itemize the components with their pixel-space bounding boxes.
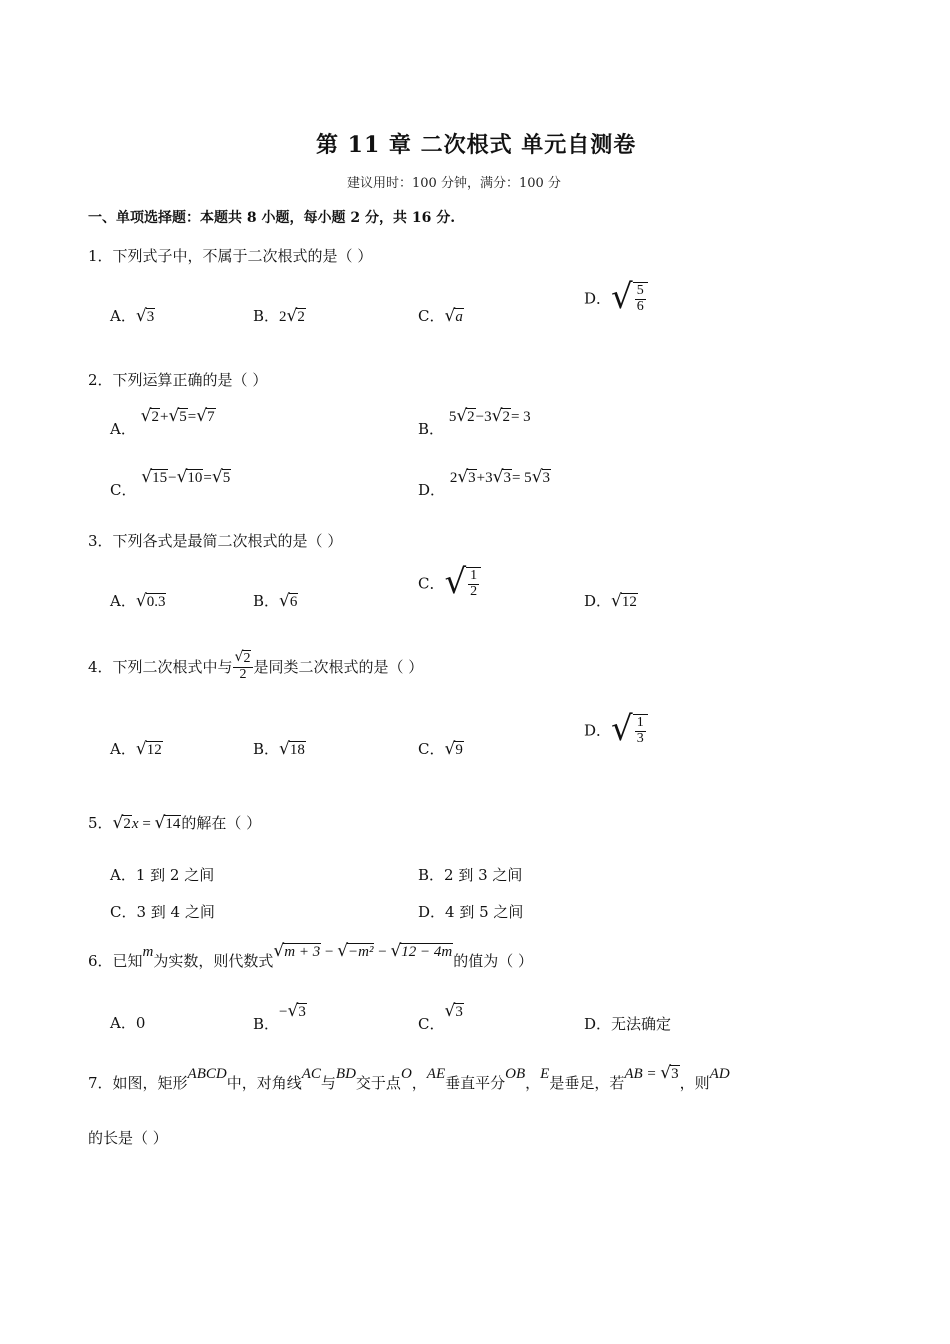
- operator: −: [168, 470, 177, 486]
- variable: AE: [426, 1066, 446, 1082]
- question-4-stem: [88, 650, 423, 683]
- numerator: 1: [470, 568, 478, 583]
- question-2-option-c[interactable]: C． √ 15 − √ 10 = √ 5: [110, 466, 231, 499]
- denominator: 2: [239, 667, 247, 683]
- question-3-option-c[interactable]: C． √ $\frac{1}{2}$: [418, 567, 481, 599]
- option-label: D．: [584, 592, 612, 610]
- radicand: 15: [152, 469, 168, 486]
- option-label: C．: [418, 574, 445, 593]
- option-label: C．: [418, 1015, 445, 1033]
- question-6-option-d[interactable]: D．无法确定: [584, 1015, 672, 1033]
- question-5-option-a[interactable]: A．1 到 2 之间: [110, 866, 215, 884]
- variable: BD: [335, 1066, 356, 1082]
- option-label: A．: [110, 420, 136, 438]
- question-5-option-b[interactable]: B．2 到 3 之间: [418, 866, 523, 884]
- coefficient: 2: [449, 470, 458, 486]
- radicand: 0.3: [146, 593, 166, 610]
- sqrt-expression: √ a: [444, 305, 463, 326]
- question-2-option-b[interactable]: B． 5 √ 2 −3 √ 2 = 3: [418, 405, 531, 438]
- stem-text: 垂直平分: [445, 1074, 506, 1092]
- numerator: 5: [636, 283, 644, 298]
- option-label: A．: [110, 592, 136, 610]
- question-3-option-b[interactable]: B． √ 6: [253, 590, 298, 611]
- variable: AD: [709, 1066, 730, 1082]
- option-label: C．: [110, 481, 137, 499]
- question-4-option-d[interactable]: D． √ $\frac{1}{3}$: [584, 714, 648, 746]
- question-4-option-b[interactable]: B． √ 18: [253, 738, 305, 759]
- radicand: 3: [671, 1065, 679, 1082]
- option-label: B．: [253, 1015, 280, 1033]
- question-4-option-a[interactable]: A． √ 12: [110, 738, 162, 759]
- question-6-stem: 6．已知m为实数，则代数式 √ m + 3 − √ −m² − √ 12 − 4m 的值为（ ）: [88, 940, 534, 970]
- question-4-option-c[interactable]: C． √ 9: [418, 738, 463, 759]
- denominator: 2: [470, 583, 478, 599]
- radicand: 10: [187, 469, 203, 486]
- coefficient: 5: [448, 409, 457, 425]
- radicand: m + 3: [284, 943, 321, 960]
- denominator: 3: [636, 730, 644, 746]
- option-label: D．: [584, 289, 612, 308]
- variable: AB =: [624, 1066, 661, 1082]
- variable: E: [540, 1066, 550, 1082]
- stem-text: 交于点: [355, 1074, 401, 1092]
- radicand: 2: [151, 408, 159, 425]
- numerator: 1: [636, 715, 644, 730]
- page-title: 第 11 章 二次根式 单元自测卷: [316, 132, 637, 158]
- radicand: 7: [207, 408, 215, 425]
- question-6-option-b[interactable]: B．− √ 3: [253, 1000, 306, 1033]
- sqrt-expression: √ 2: [286, 305, 305, 326]
- question-5-stem: 5． √ 2 x = √ 14 的解在（ ）: [88, 812, 262, 833]
- operator: −: [374, 944, 391, 960]
- equals: = 5: [511, 470, 532, 486]
- variable: O: [400, 1066, 412, 1082]
- radicand: 3: [455, 1003, 463, 1020]
- equals: = 3: [510, 409, 531, 425]
- radicand: 5: [179, 408, 187, 425]
- radicand: 18: [289, 741, 305, 758]
- question-1-option-b[interactable]: [253, 305, 306, 326]
- question-1-option-a[interactable]: [110, 305, 155, 326]
- option-label: B．: [418, 420, 445, 438]
- operator: −: [321, 944, 338, 960]
- variable: ABCD: [187, 1066, 227, 1082]
- question-1-stem: 1．下列式子中，不属于二次根式的是（ ）: [88, 247, 373, 265]
- stem-text: 与: [320, 1074, 336, 1092]
- question-3-option-a[interactable]: A． √ 0.3: [110, 590, 166, 611]
- operator: +: [159, 409, 169, 425]
- radicand: 12: [621, 593, 637, 610]
- operator: +3: [476, 470, 493, 486]
- variable: AC: [301, 1066, 321, 1082]
- stem-text: ，: [525, 1074, 541, 1092]
- question-7-stem: 7．如图，矩形ABCD中，对角线AC与BD交于点O，AE垂直平分OB，E是垂足，若AB = √ 3 ，则AD: [88, 1062, 730, 1092]
- variable: x: [131, 816, 139, 832]
- equals: =: [203, 470, 212, 486]
- radicand: 5: [222, 469, 231, 486]
- question-3-stem: 3．下列各式是最简二次根式的是（ ）: [88, 532, 343, 550]
- stem-text: ，: [411, 1074, 427, 1092]
- stem-text: 为实数，则代数式: [153, 952, 274, 970]
- radicand: 6: [289, 593, 298, 610]
- stem-text: 的解在（ ）: [181, 814, 262, 832]
- radicand: 2: [123, 815, 131, 832]
- question-6-option-a[interactable]: A．0: [110, 1014, 146, 1032]
- question-3-option-d[interactable]: D． √ 12: [584, 590, 637, 611]
- question-5-option-c[interactable]: C．3 到 4 之间: [110, 903, 215, 921]
- option-label: D．: [418, 481, 446, 499]
- radicand: 14: [165, 815, 181, 832]
- sign: −: [279, 1004, 288, 1020]
- option-label: B．: [253, 740, 280, 758]
- question-5-option-d[interactable]: D．4 到 5 之间: [418, 903, 524, 921]
- question-2-option-d[interactable]: D． 2 √ 3 +3 √ 3 = 5 √ 3: [418, 466, 551, 499]
- radicand: 3: [542, 469, 551, 486]
- question-2-stem: 2．下列运算正确的是（ ）: [88, 371, 268, 389]
- coefficient: 2: [279, 309, 287, 325]
- radicand: 3: [146, 308, 155, 325]
- question-7-stem-line2: 的长是（ ）: [88, 1129, 168, 1147]
- option-label: B．: [253, 307, 280, 325]
- radicand: 12: [146, 741, 162, 758]
- stem-text: 是垂足，若: [549, 1074, 625, 1092]
- radicand: 2: [502, 408, 510, 425]
- operator: −3: [475, 409, 492, 425]
- question-2-option-a[interactable]: A． √ 2 + √ 5 = √ 7: [110, 405, 215, 438]
- radicand: −m²: [348, 943, 374, 960]
- question-1-option-d[interactable]: [584, 277, 648, 317]
- stem-text: 4．下列二次根式中与: [88, 657, 233, 676]
- sqrt-expression: √ 3: [135, 305, 155, 326]
- page-subtitle: 建议用时：100 分钟，满分：100 分: [347, 176, 561, 191]
- radicand: 12 − 4m: [401, 943, 453, 960]
- variable: m: [142, 944, 154, 960]
- option-label: B．: [253, 592, 280, 610]
- fraction: √ 2 2: [233, 650, 254, 683]
- radicand: 3: [468, 469, 476, 486]
- stem-text: 中，对角线: [226, 1074, 302, 1092]
- option-label: A．: [110, 307, 136, 325]
- option-label: A．: [110, 740, 136, 758]
- equals: =: [138, 816, 155, 832]
- variable: OB: [505, 1066, 526, 1082]
- radicand: 2: [297, 308, 305, 325]
- radicand: 3: [298, 1003, 306, 1020]
- section-heading: 一、单项选择题：本题共 8 小题，每小题 2 分，共 16 分.: [88, 210, 456, 226]
- radicand: 3: [503, 469, 511, 486]
- stem-text: 5．: [88, 814, 113, 832]
- stem-text: 6．已知: [88, 952, 143, 970]
- stem-text: 是同类二次根式的是（ ）: [253, 657, 424, 676]
- question-6-option-c[interactable]: C． √ 3: [418, 1000, 463, 1033]
- radicand: 2: [467, 408, 475, 425]
- radicand: 2: [243, 651, 251, 666]
- option-label: D．: [584, 721, 612, 740]
- sqrt-fraction: √ $\frac{5}{6}$: [611, 282, 648, 314]
- option-label: C．: [418, 307, 445, 325]
- question-1-option-c[interactable]: [418, 305, 464, 326]
- stem-text: 7．如图，矩形: [88, 1074, 188, 1092]
- denominator: 6: [636, 298, 644, 314]
- option-label: C．: [418, 740, 445, 758]
- stem-text: 的值为（ ）: [453, 952, 534, 970]
- equals: =: [187, 409, 197, 425]
- stem-text: ，则: [679, 1074, 710, 1092]
- radicand: 9: [455, 741, 463, 758]
- radicand: a: [455, 308, 463, 325]
